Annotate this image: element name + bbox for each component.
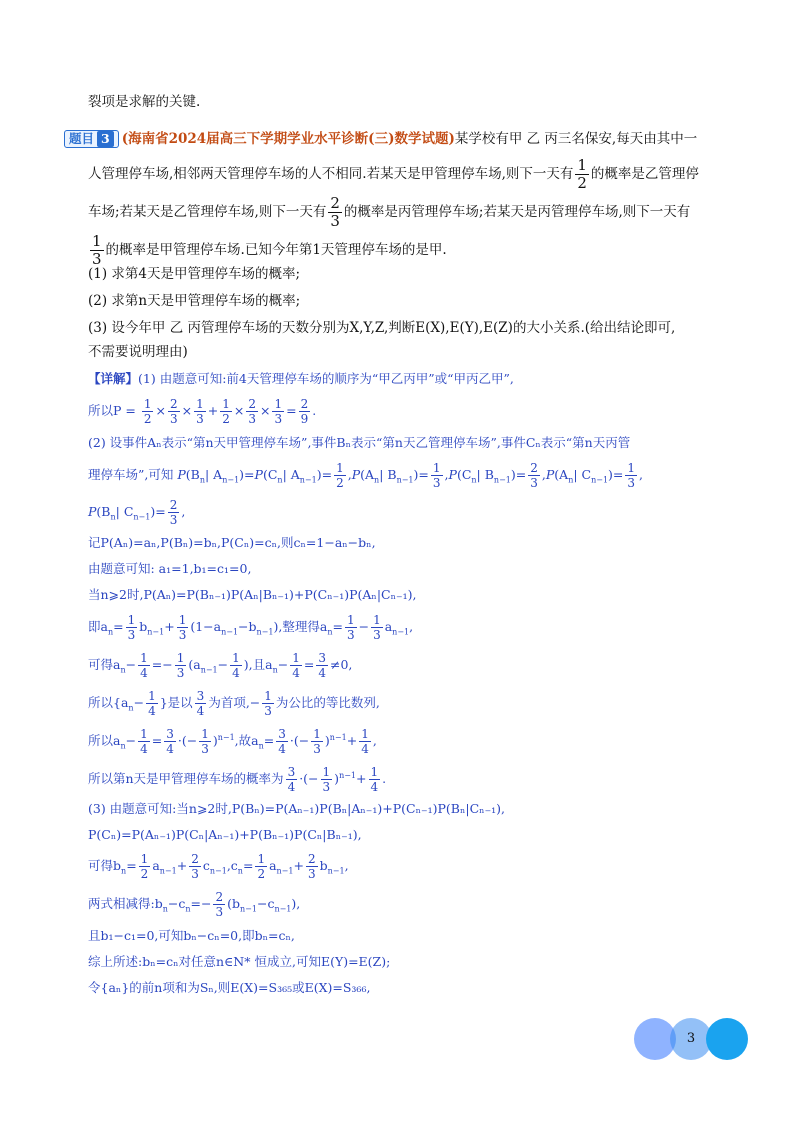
question-part-3b: 不需要说明理由) <box>88 344 188 360</box>
solution-line-14: (3) 由题意可知:当n⩾2时,P(Bₙ)=P(Aₙ₋₁)P(Bₙ|Aₙ₋₁)+P(Cₙ₋₁)P(Bₙ|Cₙ₋₁), <box>88 801 506 816</box>
solution-line-4: 理停车场”,可知 $P(B_n|$ $A_{n-1})=P(C_n|$ $A_{n-1})=$ $\frac{1}{2}$ $,P(A_n|$ $B_{n-1})=$ $\frac{1}{3}$ $,P(C_n|$ $B_{n-1})=$ $\frac{2}{3}$ $,P(A_n|$ $C_{n-1})=$ $\frac{1}{3}$ , <box>88 461 644 490</box>
solution-line-8: 当n⩾2时,P(Aₙ)=P(Bₙ₋₁)P(Aₙ|Bₙ₋₁)+P(Cₙ₋₁)P(Aₙ|Cₙ₋₁), <box>88 587 417 602</box>
solution-line-19: 综上所述:bₙ=cₙ对任意n∈N* 恒成立,可知E(Y)=E(Z); <box>88 954 391 969</box>
solution-line-18: 且b₁−c₁=0,可知bₙ−cₙ=0,即bₙ=cₙ, <box>88 928 295 943</box>
top-line: 裂项是求解的关键. <box>88 94 201 110</box>
question-part-2: (2) 求第n天是甲管理停车场的概率; <box>88 293 301 309</box>
solution-line-6: 记P(Aₙ)=aₙ,P(Bₙ)=bₙ,P(Cₙ)=cₙ,则cₙ=1−aₙ−bₙ, <box>88 535 376 550</box>
question-part-3a: (3) 设今年甲 乙 丙管理停车场的天数分别为X,Y,Z,判断E(X),E(Y),E(Z)的大小关系.(给出结论即可, <box>88 320 676 336</box>
solution-line-7: 由题意可知: a₁=1,b₁=c₁=0, <box>88 561 252 576</box>
solution-line-17: 两式相减得$:b_n-c_n=-$ $\frac{2}{3}$ $(b_{n-1}-c_{n-1})$, <box>88 890 301 919</box>
solution-line-1: 【详解】(1) 由题意可知:前4天管理停车场的顺序为“甲乙丙甲”或“甲丙乙甲”, <box>88 371 514 386</box>
solution-line-16: 可得$b_n=$ $\frac{1}{2}$ $a_{n-1}+$ $\frac{2}{3}$ $c_{n-1},c_n=$ $\frac{1}{2}$ $a_{n-1}+$ $\frac{2}{3}$ $b_{n-1}$, <box>88 852 349 881</box>
question-tag: 题目 3 <box>64 130 119 148</box>
solution-line-9: 即$a_n=$ $\frac{1}{3}$ $b_{n-1}+$ $\frac{1}{3}$ $(1-a_{n-1}-b_{n-1})$,整理得$a_n=$ $\frac{1}{3}$ − $\frac{1}{3}$ $a_{n-1}$, <box>88 613 414 642</box>
solution-line-11: 所以{$a_n-$ $\frac{1}{4}$ }是以 $\frac{3}{4}$ 为首项,− $\frac{1}{3}$ 为公比的等比数列, <box>88 689 380 718</box>
question-header <box>64 130 697 148</box>
page-number: 3 <box>686 1031 696 1046</box>
question-source: (海南省2024届高三下学期学业水平诊断(三)数学试题) <box>121 131 455 147</box>
solution-line-5: $P(B_n|$ $C_{n-1})=$ $\frac{2}{3}$ , <box>88 498 186 527</box>
question-line-2: 人管理停车场,相邻两天管理停车场的人不相同.若某天是甲管理停车场,则下一天有 $\frac{1}{2}$ 的概率是乙管理停 <box>88 156 699 192</box>
solution-line-3: (2) 设事件Aₙ表示“第n天甲管理停车场”,事件Bₙ表示“第n天乙管理停车场”,事件Cₙ表示“第n天丙管 <box>88 435 631 450</box>
solution-line-15: P(Cₙ)=P(Aₙ₋₁)P(Cₙ|Aₙ₋₁)+P(Bₙ₋₁)P(Cₙ|Bₙ₋₁), <box>88 827 362 842</box>
solution-line-12: 所以$a_n-$ $\frac{1}{4}$ = $\frac{3}{4}$ ·(− $\frac{1}{3}$ )$^{n-1}$,故$a_n=$ $\frac{3}{4}$ ·(− $\frac{1}{3}$ )$^{n-1}$+ $\frac{1}{4}$ , <box>88 727 377 756</box>
solution-line-13: 所以第n天是甲管理停车场的概率为 $\frac{3}{4}$ ·(− $\frac{1}{3}$ )$^{n-1}$+ $\frac{1}{4}$ . <box>88 765 387 794</box>
question-line-4: $\frac{1}{3}$ 的概率是甲管理停车场.已知今年第1天管理停车场的是甲. <box>92 232 447 268</box>
solution-line-20: 令{aₙ}的前n项和为Sₙ,则E(X)=S₃₆₅或E(X)=S₃₆₆, <box>88 980 371 995</box>
question-text-1: 某学校有甲 乙 丙三名保安,每天由其中一 <box>454 131 698 147</box>
question-line-3: 车场;若某天是乙管理停车场,则下一天有 $\frac{2}{3}$ 的概率是丙管理停车场;若某天是丙管理停车场,则下一天有 <box>88 194 691 230</box>
detail-label: 【详解】 <box>88 371 139 386</box>
solution-line-2: 所以P = $\frac{1}{2}$ × $\frac{2}{3}$ × $\frac{1}{3}$ + $\frac{1}{2}$ × $\frac{2}{3}$ × $\frac{1}{3}$ = $\frac{2}{9}$ . <box>88 397 317 426</box>
page-circle-right <box>706 1018 748 1060</box>
question-part-1: (1) 求第4天是甲管理停车场的概率; <box>88 266 301 282</box>
solution-line-10: 可得$a_n-$ $\frac{1}{4}$ =− $\frac{1}{3}$ ($a_{n-1}-$ $\frac{1}{4}$ ),且$a_n-$ $\frac{1}{4}$ = $\frac{3}{4}$ ≠0, <box>88 651 353 680</box>
